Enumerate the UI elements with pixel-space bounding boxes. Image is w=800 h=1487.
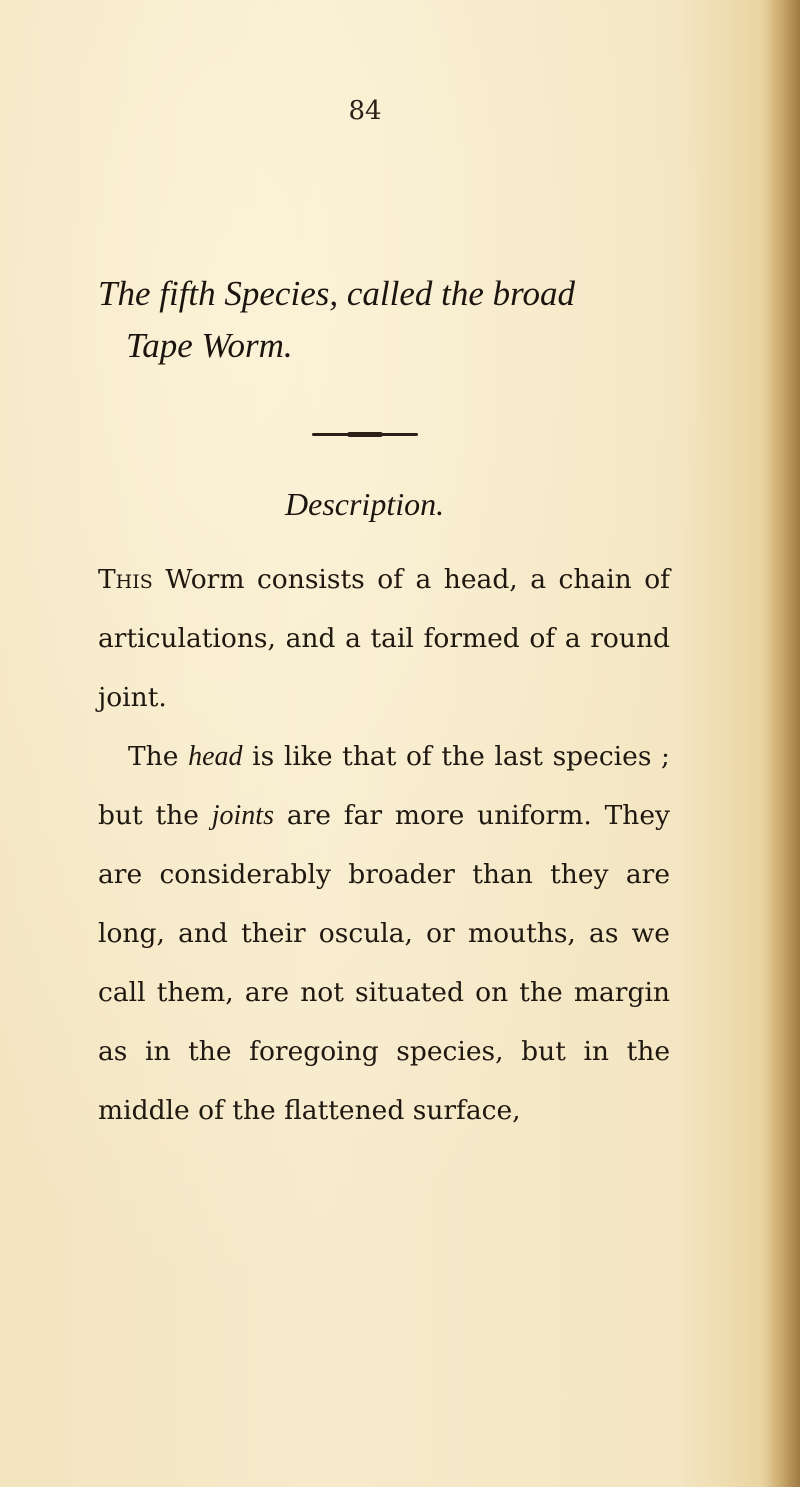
title-line-1: The fifth Species, called the broad bbox=[98, 274, 575, 313]
paragraph-2-part-3: are far more uniform. They are considerably broader than they are long, and their oscula, or mouths, as we call them, are not situated on the margin as in the foregoing species, but in the middle of the flattened surface, bbox=[98, 800, 670, 1126]
title-line-2: Tape Worm. bbox=[126, 326, 293, 365]
subheading: Description. bbox=[285, 486, 445, 522]
paragraph-2-part-1: The bbox=[128, 741, 189, 772]
paragraph-lead-word: This bbox=[98, 564, 153, 595]
page-edge-shadow bbox=[760, 0, 800, 1487]
italic-term-head: head bbox=[188, 741, 243, 772]
body-text bbox=[98, 550, 670, 1140]
paragraph-2 bbox=[98, 727, 670, 1140]
ornamental-rule bbox=[312, 433, 418, 436]
paragraph-1-text: Worm consists of a head, a chain of articulations, and a tail formed of a round joint. bbox=[98, 564, 670, 713]
paragraph-1 bbox=[98, 550, 670, 727]
page-number: 84 bbox=[348, 96, 382, 126]
italic-term-joints: joints bbox=[211, 800, 274, 831]
section-title bbox=[98, 268, 718, 372]
paragraph-2-part-2: is like that of the last species ; but the bbox=[98, 741, 670, 831]
